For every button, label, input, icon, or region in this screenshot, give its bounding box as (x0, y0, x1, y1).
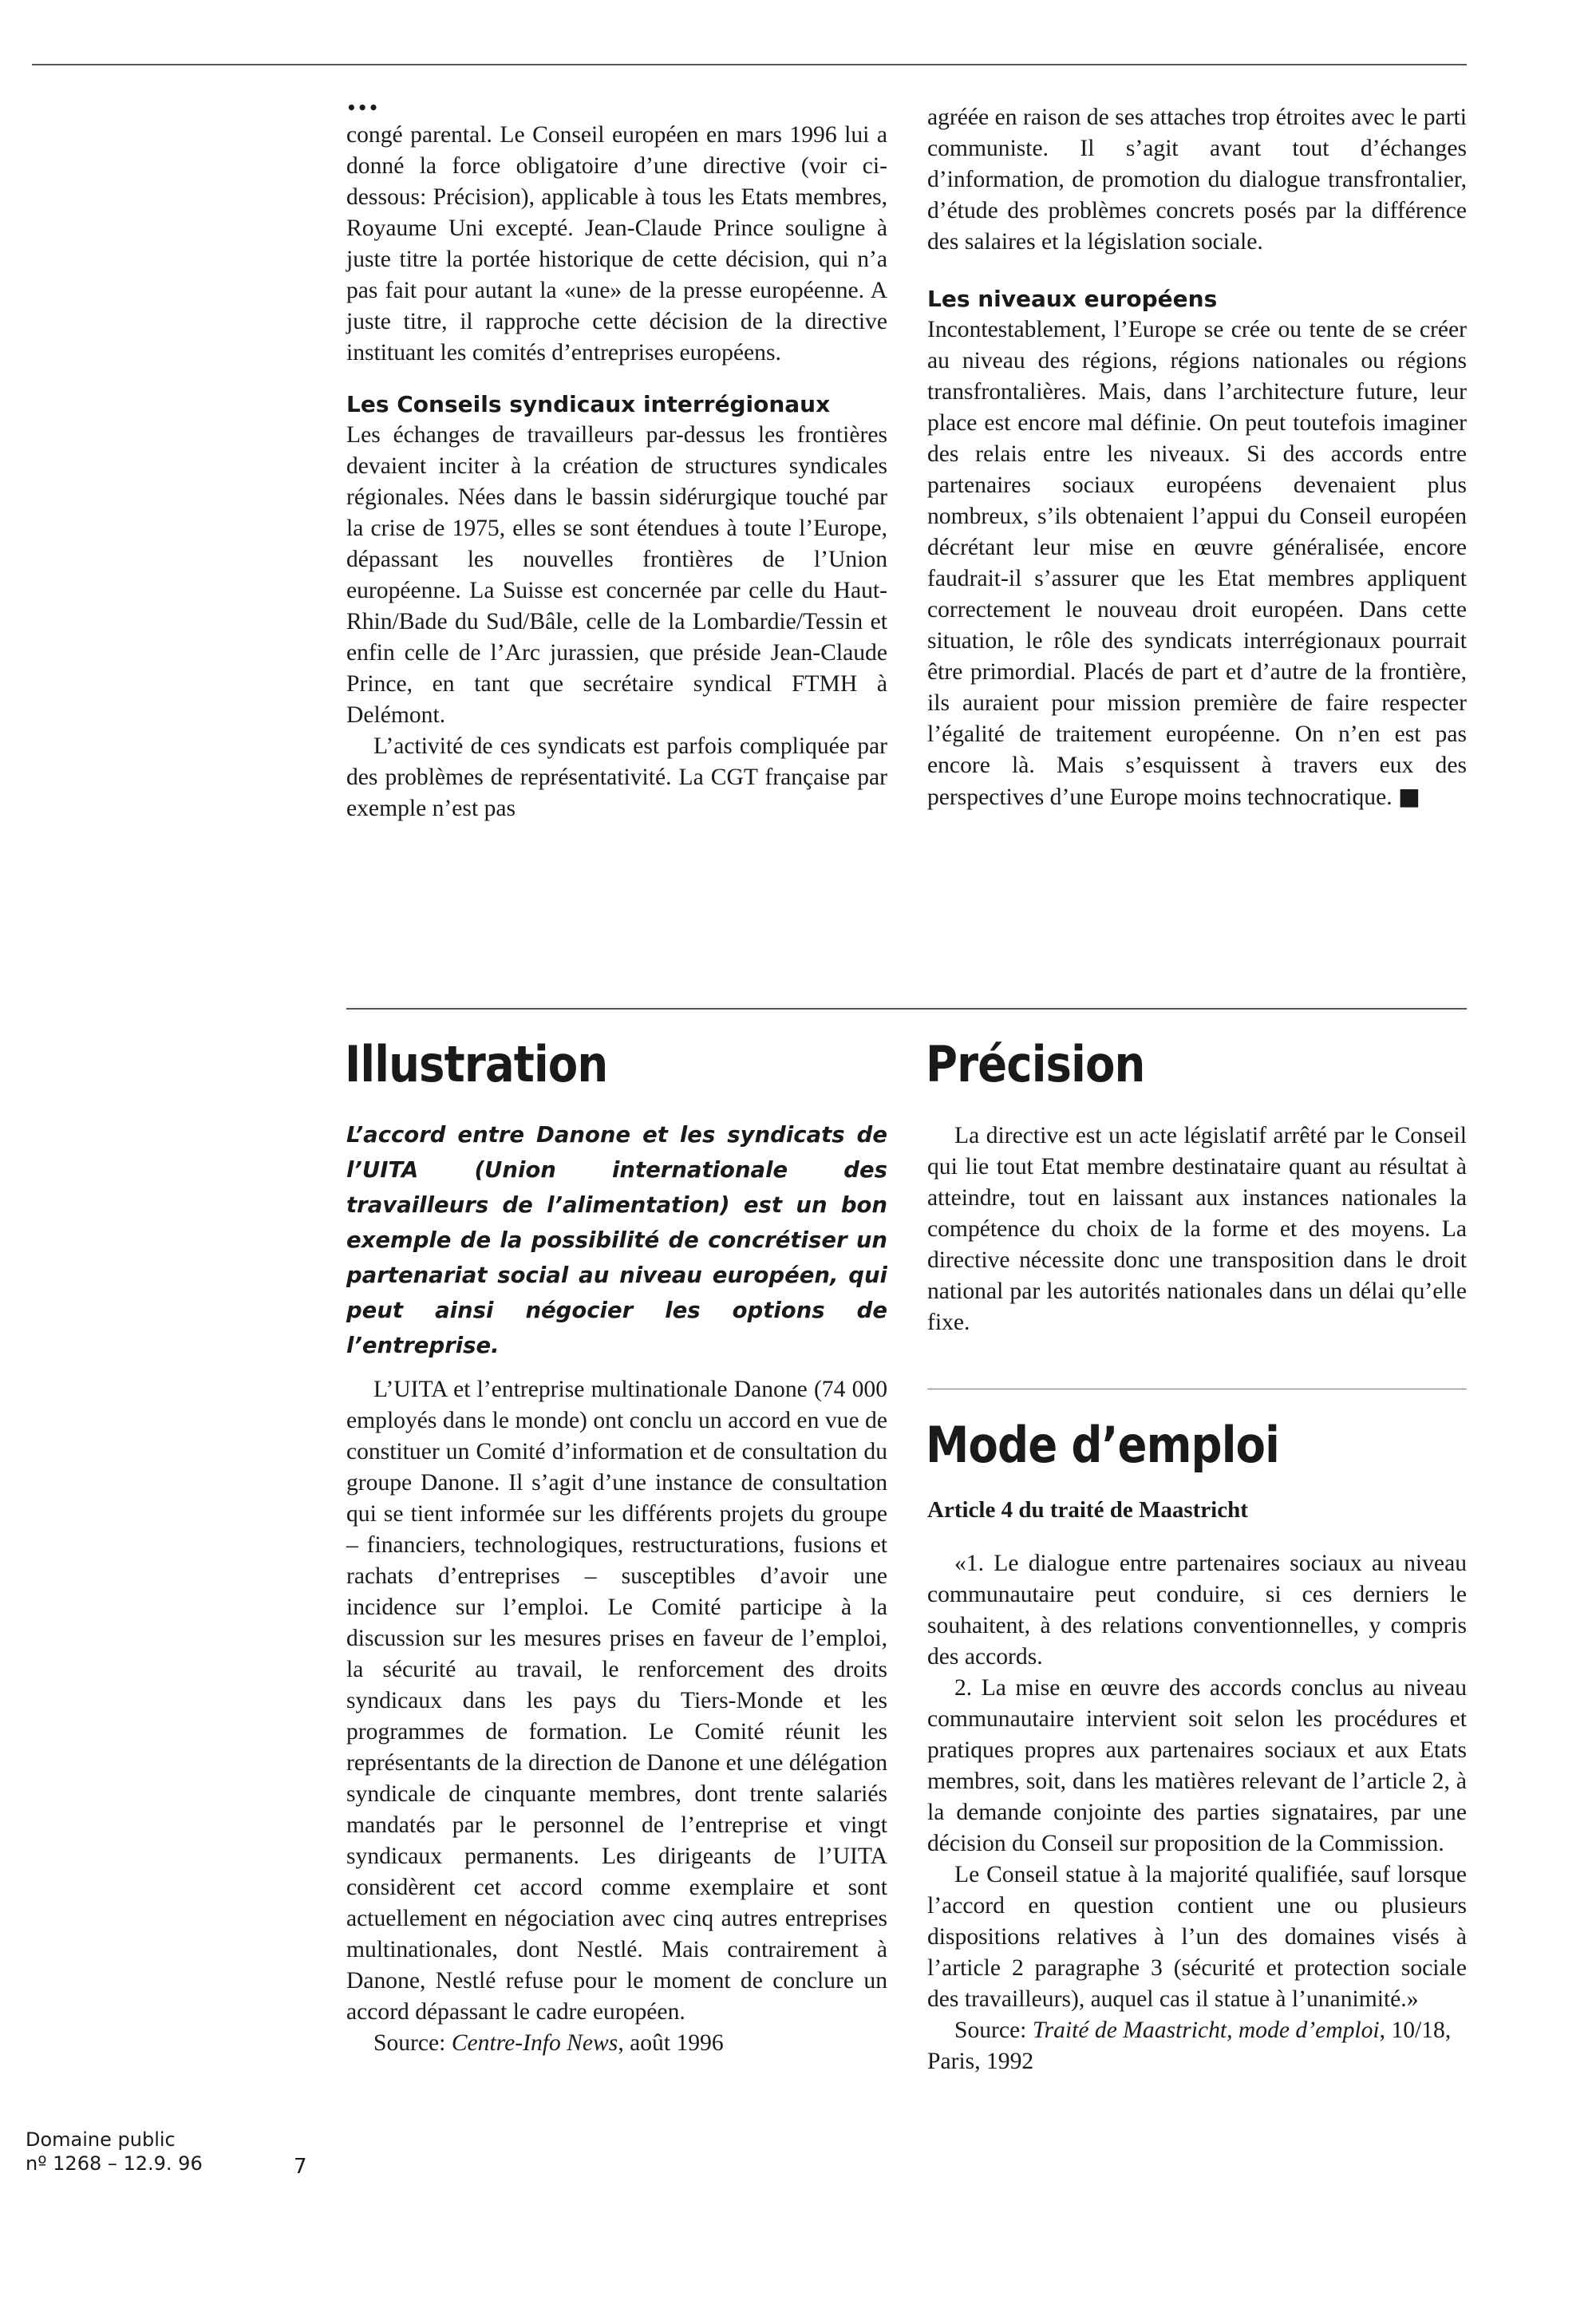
precision-title: Précision (926, 1035, 1145, 1093)
paragraph: «1. Le dialogue entre partenaires sociaux au niveau communautaire peut conduire, si ces derniers le souhaitent, à des relations conventionnelles, y compris des accords. (927, 1551, 1467, 1670)
mode-emploi-body (927, 1494, 1467, 2077)
paragraph: Les échanges de travailleurs par-dessus les frontières devaient inciter à la création de structures syndicales régionales. Nées dans le bassin sidérurgique touché par la crise de 1975, elles se sont étendues à toute l’Europe, dépassant les nouvelles frontières de l’Union européenne. La Suisse est concernée par celle du Haut-Rhin/Bade du Sud/Bâle, celle de la Lombardie/Tessin et enfin celle de l’Arc jurassien, que préside Jean-Claude Prince, en tant que secrétaire syndical FTMH à Delémont. (346, 422, 887, 728)
paragraph: L’activité de ces syndicats est parfois compliquée par des problèmes de représentativité. La CGT française par exemple n’est pas (346, 733, 887, 821)
footer-publication (26, 2128, 203, 2176)
mode-emploi-subtitle: Article 4 du traité de Maastricht (927, 1497, 1248, 1523)
issue-info: nº 1268 – 12.9. 96 (26, 2152, 203, 2175)
illustration-lead: L’accord entre Danone et les syndicats de l’UITA (Union internationale des travailleurs de l’alimentation) est un bon exemple de la possibilité de concrétiser un partenariat social au niveau européen, qui peut ainsi négocier les options de l’entreprise. (346, 1122, 887, 1358)
mode-emploi-title: Mode d’emploi (926, 1416, 1279, 1474)
end-mark: ■ (1398, 783, 1421, 810)
subhead-niveaux-europeens: Les niveaux européens (927, 286, 1218, 312)
subhead-conseils-syndicaux: Les Conseils syndicaux interrégionaux (346, 391, 831, 417)
paragraph: Le Conseil statue à la majorité qualifiée, sauf lorsque l’accord en question contient une ou plusieurs dispositions relatives à l’un des domaines visés à l’article 2 paragraphe 3 (sécurité et protection sociale des travailleurs), auquel cas il statue à l’unanimité.» (927, 1862, 1467, 2012)
paragraph: L’UITA et l’entreprise multinationale Danone (74 000 employés dans le monde) ont conclu un accord en vue de constituer un Comité d’information et de consultation du groupe Danone. Il s’agit d’une instance de consultation qui se tient informée sur les différents projets du groupe – financiers, technologiques, restructurations, fusions et rachats d’entreprises – susceptibles d’avoir une incidence sur l’emploi. Le Comité participe à la discussion sur les mesures prises en faveur de l’emploi, la sécurité au travail, le renforcement des droits syndicaux dans les pays du Tiers-Monde et les programmes de formation. Le Comité réunit les représentants de la direction de Danone et une délégation syndicale de cinquante membres, dont trente salariés mandatés par le personnel de l’entreprise et vingt syndicaux permanents. Les dirigeants de l’UITA considèrent cet accord comme exemplaire et sont actuellement en négociation avec cinq autres entreprises multinationales, dont Nestlé. Mais contrairement à Danone, Nestlé refuse pour le moment de conclure un accord dépassant le cadre européen. (346, 1377, 887, 2025)
mode-emploi-source: Source: Traité de Maastricht, mode d’emploi, 10/18, Paris, 1992 (927, 2017, 1452, 2074)
paragraph: Incontestablement, l’Europe se crée ou tente de se créer au niveau des régions, régions nationales ou régions transfrontalières. Mais, dans l’architecture future, leur place est encore mal définie. On peut toutefois imaginer des relais entre les niveaux. Si des accords entre partenaires sociaux européens devenaient plus nombreux, s’ils obtenaient l’appui du Conseil européen décrétant leur mise en œuvre généralisée, encore faudrait-il s’assurer que les Etat membres appliquent correctement le nouveau droit européen. Dans cette situation, le rôle des syndicats interrégionaux pourrait être primordial. Placés de part et d’autre de la frontière, ils auraient pour mission première de faire respecter l’égalité de traitement européenne. On n’en est pas encore là. Mais s’esquissent à travers eux des perspectives d’une Europe moins technocratique. ■ (927, 317, 1467, 810)
publication-name: Domaine public (26, 2128, 176, 2151)
paragraph: 2. La mise en œuvre des accords conclus au niveau communautaire intervient soit selon les procédures et pratiques propres aux partenaires sociaux et aux Etats membres, soit, dans les matières relevant de l’article 2, à la demande conjointe des parties signataires, par une décision du Conseil sur proposition de la Commission. (927, 1675, 1467, 1856)
paragraph: agréée en raison de ses attaches trop étroites avec le parti communiste. Il s’agit avant tout d’échanges d’information, de promotion du dialogue transfrontalier, d’étude des problèmes concrets posés par la différence des salaires et la législation sociale. (927, 105, 1467, 255)
illustration-source: Source: Centre-Info News, août 1996 (373, 2030, 724, 2056)
section-rule (346, 1008, 1467, 1010)
continuation-marker: ••• (346, 98, 380, 117)
paragraph: congé parental. Le Conseil européen en mars 1996 lui a donné la force obligatoire d’une directive (voir ci-dessous: Précision), applicable à tous les Etats membres, Royaume Uni excepté. Jean-Claude Prince souligne à juste titre la portée historique de cette décision, qui n’a pas fait pour autant la «une» de la presse européenne. A juste titre, il rapproche cette décision de la directive instituant les comités d’entreprises européens. (346, 122, 887, 366)
article-column-left (346, 96, 887, 824)
page-number: 7 (294, 2155, 307, 2179)
header-rule (32, 64, 1467, 65)
illustration-body (346, 1117, 887, 2059)
paragraph: La directive est un acte législatif arrêté par le Conseil qui lie tout Etat membre destinataire quant au résultat à atteindre, tout en laissant aux instances nationales la compétence du choix de la forme et des moyens. La directive nécessite donc une transposition dans le droit national par les autorités nationales dans un délai qu’elle fixe. (927, 1123, 1467, 1335)
precision-body (927, 1120, 1467, 1338)
article-column-right (927, 102, 1467, 813)
illustration-title: Illustration (345, 1035, 608, 1093)
